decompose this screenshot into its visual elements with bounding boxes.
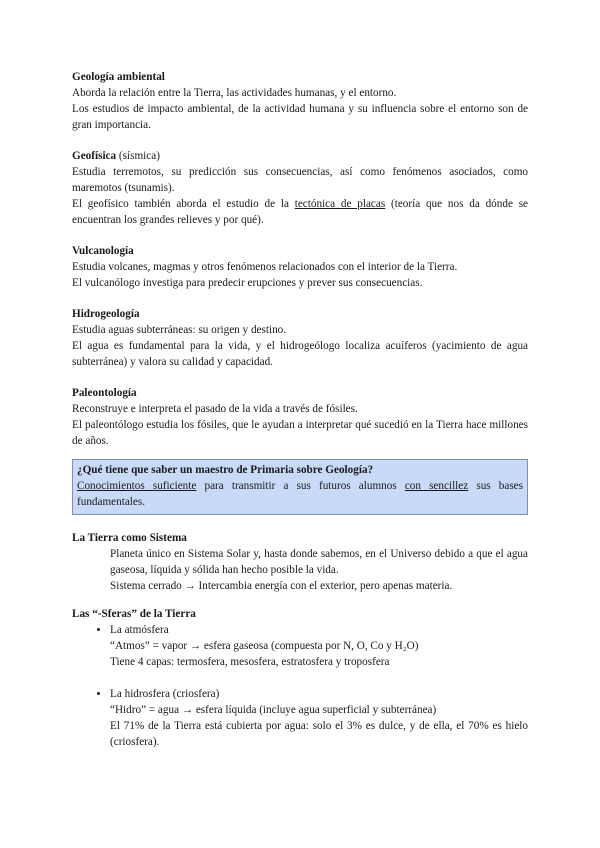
section-sferas — [72, 606, 528, 750]
section-title: La Tierra como Sistema — [72, 532, 187, 544]
paragraph: Aborda la relación entre la Tierra, las actividades humanas, y el entorno. — [72, 87, 397, 99]
section-title: Geología ambiental — [72, 71, 165, 83]
underlined-term: tectónica de placas — [294, 198, 386, 210]
underlined-term: Conocimientos suficiente — [77, 480, 197, 492]
item-line: El 71% de la Tierra está cubierta por agua: solo el 3% es dulce, y de ella, el 70% es hielo (criosfera). — [110, 720, 528, 748]
bullet-list — [72, 546, 528, 594]
list-item-atmosfera — [110, 622, 528, 670]
section-title: Vulcanología — [72, 245, 134, 257]
section-geologia-ambiental — [72, 69, 528, 133]
item-line: Tiene 4 capas: termosfera, mesosfera, estratosfera y troposfera — [110, 656, 390, 668]
section-paleontologia — [72, 385, 528, 449]
item-name: • La atmósfera — [110, 624, 169, 636]
text: El geofísico también aborda el estudio de la — [72, 198, 295, 210]
underlined-term: con sencillez — [404, 480, 469, 492]
section-tierra-sistema — [72, 530, 528, 594]
section-title: Hidrogeología — [72, 308, 140, 320]
text: (teoría que nos da dónde se encuentran los grandes relieves y por qué). — [72, 198, 529, 226]
item-line: “Atmos” = vapor → esfera gaseosa (compuesta por N, O, Co y H₂O) — [110, 640, 419, 652]
list-item-hidrosfera — [110, 686, 528, 750]
paragraph: El vulcanólogo investiga para predecir erupciones y prever sus consecuencias. — [72, 277, 423, 289]
section-geofisica — [72, 148, 528, 228]
list-item: Planeta único en Sistema Solar y, hasta donde sabemos, en el Universo debido a que el agua gaseosa, líquida y sólida han hecho posible la vida. — [110, 548, 528, 576]
highlight-box — [72, 459, 528, 515]
paragraph: Estudia terremotos, su predicción sus consecuencias, así como fenómenos asociados, como maremotos (tsunamis). — [72, 166, 528, 194]
item-line: “Hidro” = agua → esfera líquida (incluye agua superficial y subterránea) — [110, 704, 437, 716]
paragraph: Reconstruye e interpreta el pasado de la vida a través de fósiles. — [72, 403, 358, 415]
item-name: • La hidrosfera (criosfera) — [110, 688, 220, 700]
section-hidrogeologia — [72, 306, 528, 370]
box-question: ¿Qué tiene que saber un maestro de Primaria sobre Geología? — [77, 464, 374, 476]
section-title-line — [72, 148, 528, 164]
paragraph: Estudia aguas subterráneas: su origen y destino. — [72, 324, 287, 336]
text: para transmitir a sus futuros alumnos — [196, 480, 405, 492]
section-title: Geofísica — [72, 150, 117, 162]
section-vulcanologia — [72, 243, 528, 291]
list-item: Sistema cerrado → Intercambia energía con el exterior, pero apenas materia. — [110, 580, 453, 592]
bullet-list — [72, 622, 528, 750]
document-page — [72, 69, 528, 765]
section-title-suffix: (sísmica) — [116, 150, 160, 162]
paragraph: Los estudios de impacto ambiental, de la actividad humana y su influencia sobre el entorno son de gran importancia. — [72, 103, 528, 131]
paragraph: Estudia volcanes, magmas y otros fenómenos relacionados con el interior de la Tierra. — [72, 261, 458, 273]
section-title: Las “-Sferas” de la Tierra — [72, 608, 196, 620]
text: sus bases fundamentales. — [77, 480, 523, 508]
paragraph: El paleontólogo estudia los fósiles, que le ayudan a interpretar qué sucedió en la Tierra hace millones de años. — [72, 419, 528, 447]
section-title: Paleontología — [72, 387, 137, 399]
box-answer — [77, 478, 523, 510]
paragraph — [72, 196, 528, 228]
paragraph: El agua es fundamental para la vida, y el hidrogeólogo localiza acuíferos (yacimiento de agua subterránea) y valora su calidad y capacidad. — [72, 340, 528, 368]
